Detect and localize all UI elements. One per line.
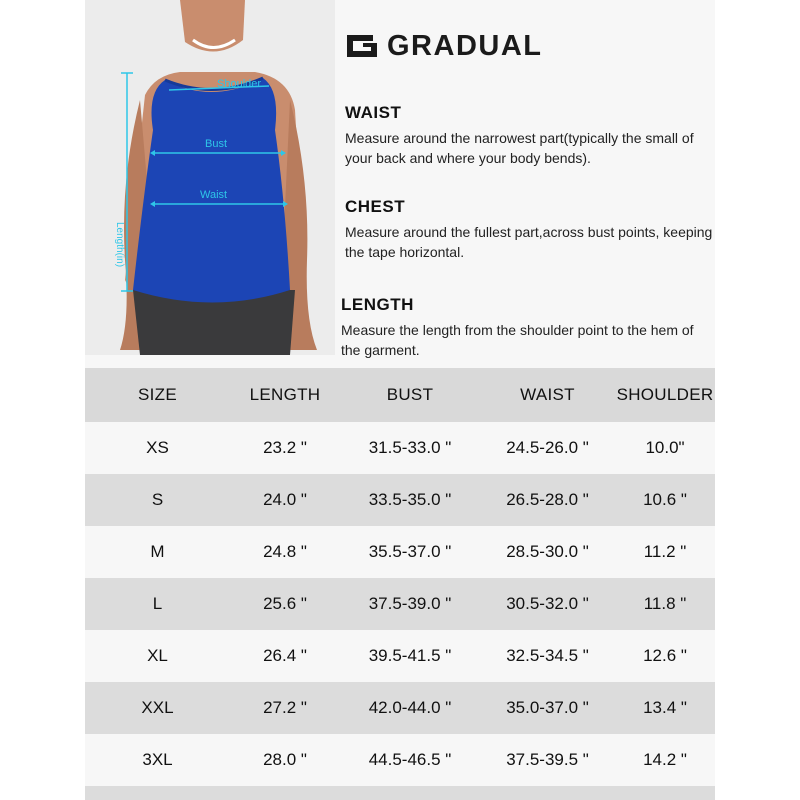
cell-bust: 39.5-41.5 ": [368, 646, 452, 665]
brand-logo: [345, 26, 543, 66]
cell-size: XS: [146, 438, 169, 457]
brand-name: GRADUAL: [387, 29, 543, 62]
header-waist: WAIST: [520, 385, 575, 404]
length-title: LENGTH: [341, 295, 414, 314]
model-illustration: [85, 0, 335, 355]
cell-size: L: [152, 594, 163, 613]
cell-waist: 26.5-28.0 ": [506, 490, 589, 509]
cell-waist: 37.5-39.5 ": [506, 750, 589, 769]
cell-shoulder: 10.0": [645, 438, 685, 457]
cell-shoulder: 10.6 ": [643, 490, 687, 509]
cell-waist: 35.0-37.0 ": [506, 698, 589, 717]
length-instruction: [341, 295, 711, 360]
cell-waist: 28.5-30.0 ": [506, 542, 589, 561]
waist-label: Waist: [200, 189, 228, 201]
cell-size: XL: [147, 646, 168, 665]
cell-length: 26.4 ": [263, 646, 307, 665]
cell-length: 24.0 ": [263, 490, 307, 509]
waist-title: WAIST: [345, 103, 402, 122]
table-row: [85, 630, 715, 682]
cell-bust: 35.5-37.0 ": [368, 542, 452, 561]
cell-bust: 42.0-44.0 ": [368, 698, 452, 717]
cell-size: XXL: [141, 698, 174, 717]
brand-mark-icon: [345, 33, 379, 59]
model-figure: [85, 0, 335, 355]
cell-bust: 31.5-33.0 ": [368, 438, 452, 457]
chest-text: Measure around the fullest part,across bust points, keeping the tape horizontal.: [345, 224, 713, 260]
chest-instruction: [345, 197, 715, 262]
cell-length: 28.0 ": [263, 750, 307, 769]
cell-size: S: [151, 490, 164, 509]
header-shoulder: SHOULDER: [616, 385, 714, 404]
header-size: SIZE: [138, 385, 177, 404]
size-chart-table: [85, 368, 715, 786]
cell-shoulder: 11.8 ": [643, 594, 687, 613]
table-row: [85, 578, 715, 630]
length-text: Measure the length from the shoulder point to the hem of the garment.: [341, 322, 694, 358]
waist-instruction: [345, 103, 715, 168]
cell-waist: 30.5-32.0 ": [506, 594, 589, 613]
cell-bust: 37.5-39.0 ": [368, 594, 452, 613]
cell-waist: 32.5-34.5 ": [506, 646, 589, 665]
cell-shoulder: 12.6 ": [643, 646, 687, 665]
waist-text: Measure around the narrowest part(typically the small of your back and where your body bends).: [345, 130, 694, 166]
shoulder-label: Shoulder: [217, 78, 262, 90]
chest-title: CHEST: [345, 197, 406, 216]
cell-shoulder: 11.2 ": [643, 542, 687, 561]
table-row: [85, 422, 715, 474]
cell-shoulder: 14.2 ": [643, 750, 687, 769]
cell-waist: 24.5-26.0 ": [506, 438, 589, 457]
cell-shoulder: 13.4 ": [643, 698, 687, 717]
header-length: LENGTH: [249, 385, 321, 404]
cell-bust: 44.5-46.5 ": [368, 750, 452, 769]
table-row: [85, 526, 715, 578]
table-row: [85, 474, 715, 526]
cell-bust: 33.5-35.0 ": [368, 490, 452, 509]
table-header-row: [85, 368, 715, 422]
table-row: [85, 682, 715, 734]
cell-size: M: [150, 542, 165, 561]
cell-length: 25.6 ": [263, 594, 307, 613]
table-row: [85, 734, 715, 786]
table-footer-band: [85, 786, 715, 800]
header-bust: BUST: [386, 385, 434, 404]
cell-length: 27.2 ": [263, 698, 307, 717]
cell-length: 24.8 ": [263, 542, 307, 561]
cell-size: 3XL: [142, 750, 173, 769]
bust-label: Bust: [205, 138, 228, 150]
cell-length: 23.2 ": [263, 438, 307, 457]
length-label: Length(in): [114, 222, 125, 268]
